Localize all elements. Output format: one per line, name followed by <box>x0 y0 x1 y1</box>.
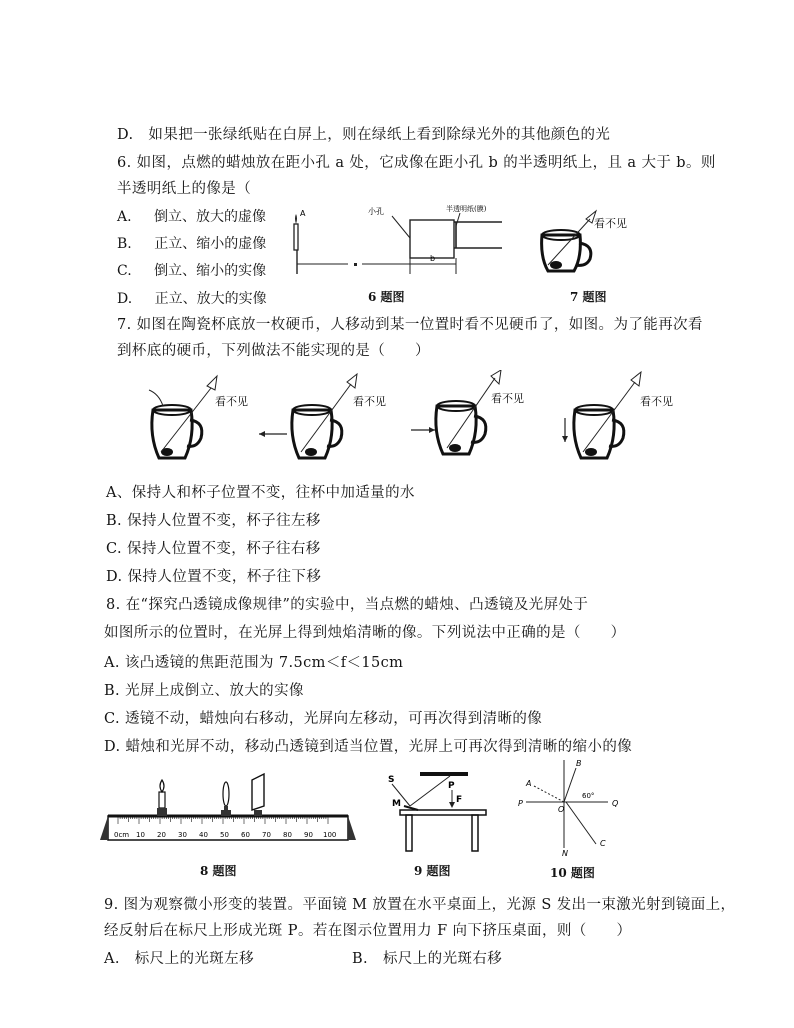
q9-stem-line1: 9. 图为观察微小形变的装置。平面镜 M 放置在水平桌面上，光源 S 发出一束激光射到镜面上， <box>104 897 736 913</box>
q7-cup-b <box>259 374 386 458</box>
bench-lens <box>221 782 231 816</box>
q10-label-angle: 60° <box>582 792 595 800</box>
q6-label-candle: A <box>300 209 306 218</box>
q6-option-c-letter: C. <box>117 263 132 279</box>
q10-label-n: N <box>562 849 568 858</box>
q7-option-b: B. 保持人位置不变，杯子往左移 <box>106 513 321 529</box>
q7-figure-main <box>530 205 650 280</box>
q6-stem-line2: 半透明纸上的像是（ <box>117 181 252 197</box>
q6-hole-pointer <box>392 216 410 238</box>
q9-label-s: S <box>388 775 395 785</box>
sight-line <box>548 219 590 265</box>
q10-label-c: C <box>600 839 606 848</box>
q6-option-b-letter: B. <box>117 236 132 252</box>
bench-screen <box>252 774 264 816</box>
q8-stem-line2: 如图所示的位置时，在光屏上得到烛焰清晰的像。下列说法中正确的是（ ） <box>104 625 626 641</box>
q7-stem-line2: 到杯底的硬币，下列做法不能实现的是（ ） <box>117 343 430 359</box>
q9-deformation-figure <box>380 768 490 858</box>
q6-paper-pointer <box>456 213 460 226</box>
q10-label-a: A <box>526 779 532 788</box>
q9-option-b: B. 标尺上的光斑右移 <box>352 951 503 967</box>
q7-cup-a <box>149 376 248 458</box>
q9-label-m: M <box>392 799 401 809</box>
tick-label-20: 20 <box>157 831 166 839</box>
q7-caption: 7 题图 <box>570 290 607 304</box>
q7-cant-see-c: 看不见 <box>491 392 524 405</box>
table-leg-right <box>472 815 478 851</box>
q9-label-f: F <box>456 795 463 805</box>
q6-flame <box>295 214 297 224</box>
q7-cant-see-a: 看不见 <box>215 395 248 408</box>
q10-ray-ob <box>564 768 576 802</box>
q6-option-d <box>117 288 267 308</box>
scale-ruler <box>420 772 468 776</box>
q10-reflection-figure <box>516 758 666 858</box>
bench-leg-left <box>100 816 108 840</box>
tick-label-0: 0cm <box>114 831 130 839</box>
bench-candle <box>157 780 167 816</box>
q10-label-o: O <box>558 805 565 814</box>
q6-label-b: b <box>430 254 436 263</box>
q8-option-a: A. 该凸透镜的焦距范围为 7.5cm＜f＜15cm <box>104 655 404 671</box>
bench-leg-right <box>348 816 356 840</box>
q6-option-a <box>117 206 266 226</box>
q8-option-b: B. 光屏上成倒立、放大的实像 <box>104 683 304 699</box>
q6-option-b <box>117 233 266 253</box>
q7-option-c: C. 保持人位置不变，杯子往右移 <box>106 541 321 557</box>
q10-ray-oc <box>566 802 596 844</box>
q6-option-c <box>117 260 266 280</box>
q8-option-d: D. 蜡烛和光屏不动，移动凸透镜到适当位置，光屏上可再次得到清晰的缩小的像 <box>104 739 633 755</box>
q7-cups-row <box>135 370 695 470</box>
q7-cant-see-main: 看不见 <box>594 217 627 230</box>
tick-label-50: 50 <box>220 831 229 839</box>
q6-label-hole: 小孔 <box>368 207 384 216</box>
q9-caption: 9 题图 <box>414 864 451 878</box>
reflected-ray <box>410 776 450 806</box>
q9-option-a: A. 标尺上的光斑左移 <box>104 951 254 967</box>
q10-label-q: Q <box>612 799 619 808</box>
q6-option-d-letter: D. <box>117 291 133 307</box>
q7-cant-see-d: 看不见 <box>640 395 673 408</box>
coin <box>550 261 562 269</box>
q8-optical-bench-figure <box>100 770 360 855</box>
tick-label-100: 100 <box>323 831 337 839</box>
q8-caption: 8 题图 <box>200 864 237 878</box>
q10-caption: 10 题图 <box>550 866 595 880</box>
q8-stem-line1: 8. 在“探究凸透镜成像规律”的实验中，当点燃的蜡烛、凸透镜及光屏处于 <box>106 597 589 613</box>
q7-option-a: A、保持人和杯子位置不变，往杯中加适量的水 <box>106 485 415 501</box>
q6-box <box>410 220 454 258</box>
tick-label-60: 60 <box>241 831 250 839</box>
q6-pinhole-figure <box>288 198 513 280</box>
q7-option-d: D. 保持人位置不变，杯子往下移 <box>106 569 322 585</box>
q8-option-c: C. 透镜不动，蜡烛向右移动，光屏向左移动，可再次得到清晰的像 <box>104 711 543 727</box>
q10-ray-ao <box>534 786 564 802</box>
q6-stem-line1: 6. 如图，点燃的蜡烛放在距小孔 a 处，它成像在距小孔 b 的半透明纸上，且 a 大于 b。则 <box>117 155 716 171</box>
ruler-tick-labels <box>114 831 336 839</box>
q9-stem-line2: 经反射后在标尺上形成光斑 P。若在图示位置用力 F 向下挤压桌面，则（ ） <box>104 923 632 939</box>
tick-label-90: 90 <box>304 831 313 839</box>
tick-label-80: 80 <box>283 831 292 839</box>
q10-label-b: B <box>576 759 582 768</box>
q6-label-paper: 半透明纸(膜) <box>446 205 487 213</box>
q6-option-c-text: 倒立、缩小的实像 <box>154 263 267 279</box>
q6-option-a-text: 倒立、放大的虚像 <box>154 209 267 225</box>
tick-label-10: 10 <box>136 831 145 839</box>
q7-cup-c <box>411 370 524 454</box>
ruler-ticks <box>118 816 328 824</box>
q10-label-p: P <box>518 799 523 808</box>
q6-option-a-letter: A. <box>117 209 132 225</box>
tick-label-40: 40 <box>199 831 208 839</box>
q7-cup-d <box>562 372 673 458</box>
tick-label-70: 70 <box>262 831 271 839</box>
tick-label-30: 30 <box>178 831 187 839</box>
q6-option-b-text: 正立、缩小的虚像 <box>154 236 267 252</box>
q7-stem-line1: 7. 如图在陶瓷杯底放一枚硬币，人移动到某一位置时看不见硬币了，如图。为了能再次看 <box>117 317 703 333</box>
q9-label-p: P <box>448 781 455 791</box>
q6-caption: 6 题图 <box>368 290 405 304</box>
q6-candle <box>294 224 298 250</box>
q6-dim-a-mark <box>354 263 357 266</box>
q5-option-d: D. 如果把一张绿纸贴在白屏上，则在绿纸上看到除绿光外的其他颜色的光 <box>117 127 611 143</box>
table-leg-left <box>406 815 412 851</box>
q7-cant-see-b: 看不见 <box>353 395 386 408</box>
q6-option-d-text: 正立、放大的实像 <box>154 291 267 307</box>
